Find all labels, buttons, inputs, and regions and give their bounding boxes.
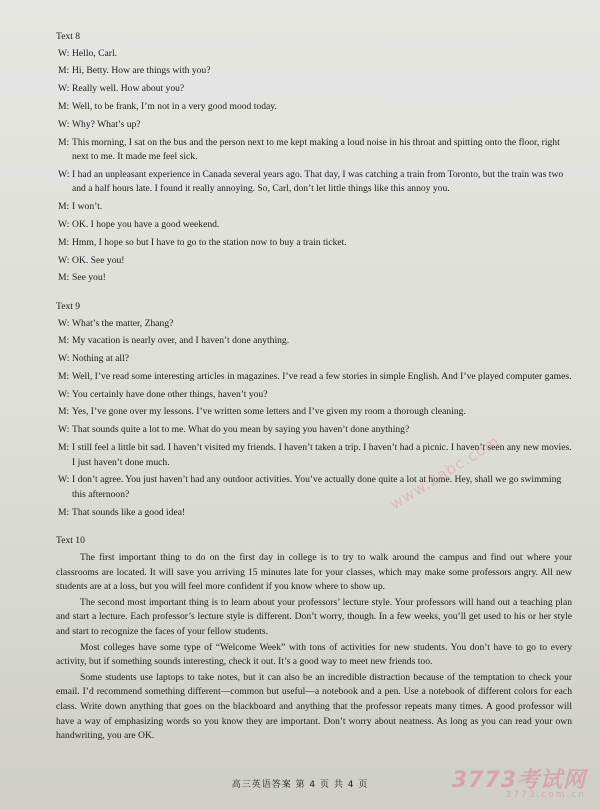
dialogue-line [58,388,572,403]
text10-passage [58,551,572,744]
speaker-label: W: [58,317,70,329]
speaker-label: W: [58,388,70,400]
page-footer: 高三英语答案 第 4 页 共 4 页 [231,780,369,790]
speaker-label: W: [58,118,70,130]
speaker-label: M: [58,335,70,347]
speaker-label: M: [58,65,70,77]
dialogue-line [58,47,572,62]
dialogue-line [58,317,572,332]
text8-title: Text 8 [56,31,81,42]
line-text: I won’t. [72,201,103,213]
speaker-label: W: [58,474,70,486]
dialogue-line [58,136,572,165]
passage-paragraph: Most colleges have some type of “Welcome Week” with tons of activities for new students. You don’t have to go to every activity, but if something sounds interesting, check it out. It’s a good way to meet new friends too. [56,641,572,668]
dialogue-line [58,100,572,115]
line-text: OK. See you! [72,254,125,266]
speaker-label: M: [58,136,70,148]
text9-title: Text 9 [56,300,81,312]
line-text: OK. I hope you have a good weekend. [72,219,220,231]
line-text: I still feel a little bit sad. I haven’t visited my friends. I haven’t taken a trip. I haven’t had a picnic. I haven’t seen any new movies. I just haven’t done much. [72,442,572,468]
dialogue-line [58,506,572,521]
text10-section [58,534,572,743]
dialogue-line [58,168,572,197]
passage-paragraph: The second most important thing is to learn about your professors’ lecture style. Your professors will hand out a teaching plan and start a lecture. Each professor’s lecture style is different. Don’t worry, though. In a few weeks, you’ll get used to his or her style and start to recognize the faces of your fellow students. [56,596,572,637]
speaker-label: M: [58,272,70,284]
line-text: Hi, Betty. How are things with you? [72,65,211,77]
dialogue-line [58,271,572,286]
dialogue-line [58,82,572,97]
line-text: You certainly have done other things, haven’t you? [72,388,268,400]
text10-title: Text 10 [56,535,85,547]
line-text: Well, I’ve read some interesting articles in magazines. I’ve read a few stories in simple English. And I’ve played computer games. [72,370,572,382]
line-text: That sounds like a good idea! [72,506,186,518]
dialogue-line [58,473,572,502]
line-text: Well, to be frank, I’m not in a very good mood today. [72,100,277,112]
speaker-label: M: [58,406,70,418]
speaker-label: M: [58,506,70,518]
text8-dialogue [58,47,572,286]
site-logo [451,767,586,803]
speaker-label: W: [58,254,70,266]
line-text: I had an unpleasant experience in Canada several years ago. That day, I was catching a train from Toronto, but the train was two and a half hours late. I found it really annoying. So, Carl, don’t let little things like this annoy you. [72,168,564,195]
line-text: Why? What’s up? [72,118,141,130]
logo-url: 3773.com.cn [505,790,586,801]
dialogue-line [58,236,572,251]
speaker-label: M: [58,442,70,454]
line-text: This morning, I sat on the bus and the person next to me kept making a loud noise in his throat and spitting onto the floor, right next to me. It made me feel sick. [72,136,560,163]
passage-paragraph: The first important thing to do on the first day in college is to try to walk around the campus and find out where your classrooms are located. It will save you arriving 15 minutes late for your classes, which may make some professors angry. All new students are at a loss, but you will feel more confident if you know where to show up. [56,551,572,593]
line-text: Hmm, I hope so but I have to go to the station now to buy a train ticket. [72,236,347,248]
speaker-label: M: [58,201,70,213]
speaker-label: W: [58,219,70,231]
line-text: Yes, I’ve gone over my lessons. I’ve written some letters and I’ve given my room a thorough cleaning. [72,406,466,418]
line-text: Nothing at all? [72,353,130,365]
speaker-label: W: [58,168,70,180]
dialogue-line [58,254,572,269]
logo-name: 3773考试网 [451,767,586,793]
dialogue-line [58,370,572,385]
line-text: I don’t agree. You just haven’t had any outdoor activities. You’ve actually done quite a lot at home. Hey, shall we go swimming this afternoon? [72,474,562,500]
speaker-label: M: [58,236,70,248]
speaker-label: W: [58,83,70,95]
speaker-label: W: [58,424,70,436]
line-text: My vacation is nearly over, and I haven’t done anything. [72,335,290,347]
speaker-label: M: [58,370,70,382]
speaker-label: W: [58,47,70,59]
line-text: That sounds quite a lot to me. What do you mean by saying you haven’t done anything? [72,424,410,436]
dialogue-line [58,352,572,367]
dialogue-line [58,118,572,133]
passage-paragraph: Some students use laptops to take notes, but it can also be an incredible distraction because of the temptation to check your email. I’d recommend something different—common but useful—a notebook and a pen. Use a notebook of different colors for each class. Write down anything that goes on the blackboard and anything that the professor repeats many times. A good professor will have a way of emphasizing words so you know they are important. Don’t worry about neatness. As long as you can read your own handwriting, you are OK. [56,671,572,742]
dialogue-line [58,405,572,420]
dialogue-line [58,64,572,79]
line-text: Really well. How about you? [72,83,185,95]
dialogue-line [58,200,572,215]
text8-section [58,30,572,286]
line-text: See you! [72,272,106,284]
dialogue-line [58,218,572,233]
speaker-label: M: [58,100,70,112]
text9-section [58,300,572,520]
line-text: Hello, Carl. [72,47,118,59]
watermark: www.2abc.com [386,431,503,514]
dialogue-line [58,334,572,349]
text9-dialogue [58,317,572,521]
line-text: What’s the matter, Zhang? [72,317,174,329]
speaker-label: W: [58,353,70,365]
